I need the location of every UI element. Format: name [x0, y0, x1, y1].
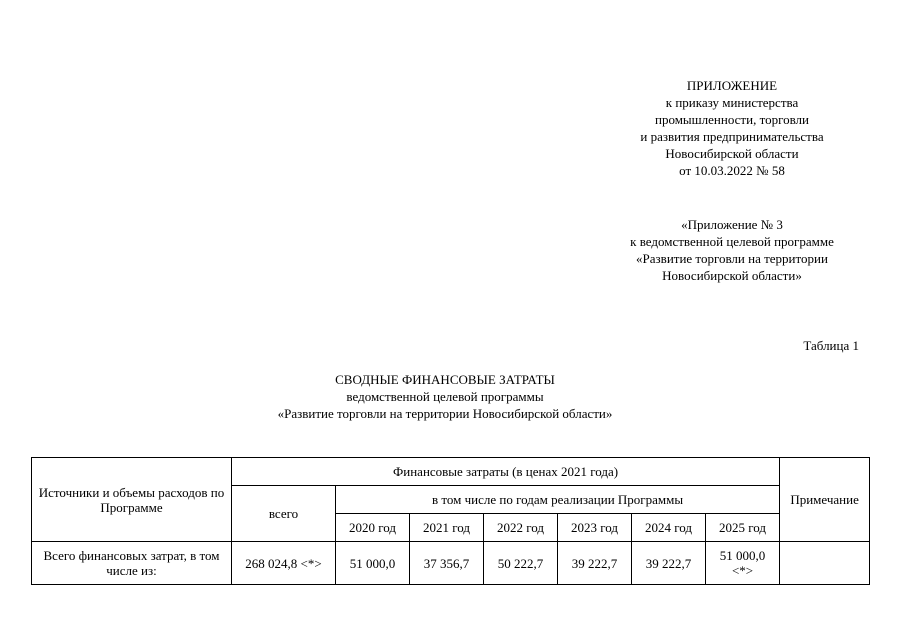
- header-by-year: в том числе по годам реализации Программы: [336, 486, 780, 514]
- table-row: [32, 542, 870, 585]
- program-appendix-reference: [597, 216, 867, 284]
- subtitle-line: ведомственной целевой программы: [346, 389, 544, 404]
- header-year: 2021 год: [410, 514, 484, 542]
- row-value: 50 222,7: [484, 542, 558, 585]
- row-value: 51 000,0 <*>: [706, 542, 780, 585]
- appendix-header-line: к приказу министерства: [665, 95, 799, 110]
- header-year: 2024 год: [632, 514, 706, 542]
- row-value: 37 356,7: [410, 542, 484, 585]
- document-title: [195, 371, 695, 422]
- appendix-header-line: Новосибирской области: [665, 146, 799, 161]
- header-year: 2020 год: [336, 514, 410, 542]
- appendix-header-line: и развития предпринимательства: [640, 129, 824, 144]
- table-label: Таблица 1: [803, 338, 859, 353]
- program-appendix-line: к ведомственной целевой программе: [630, 234, 834, 249]
- appendix-header-line: промышленности, торговли: [654, 112, 809, 127]
- header-year: 2022 год: [484, 514, 558, 542]
- row-label: Всего финансовых затрат, в том числе из:: [32, 542, 232, 585]
- financial-costs-table: [31, 457, 870, 585]
- title-line: СВОДНЫЕ ФИНАНСОВЫЕ ЗАТРАТЫ: [335, 372, 555, 387]
- header-note: Примечание: [780, 458, 870, 542]
- header-sources: Источники и объемы расходов по Программе: [32, 458, 232, 542]
- program-appendix-line: Новосибирской области»: [662, 268, 802, 283]
- row-note: [780, 542, 870, 585]
- order-date-number: от 10.03.2022 № 58: [679, 163, 785, 178]
- row-total: 268 024,8 <*>: [232, 542, 336, 585]
- appendix-header-line: ПРИЛОЖЕНИЕ: [686, 78, 778, 93]
- program-name-line: «Развитие торговли на территории Новосибирской области»: [277, 406, 613, 421]
- appendix-header: [597, 77, 867, 179]
- header-financial-costs: Финансовые затраты (в ценах 2021 года): [232, 458, 780, 486]
- program-appendix-line: «Развитие торговли на территории: [636, 251, 828, 266]
- row-value: 39 222,7: [558, 542, 632, 585]
- program-appendix-line: «Приложение № 3: [681, 217, 783, 232]
- header-year: 2023 год: [558, 514, 632, 542]
- header-year: 2025 год: [706, 514, 780, 542]
- row-value: 51 000,0: [336, 542, 410, 585]
- row-value: 39 222,7: [632, 542, 706, 585]
- header-total: всего: [232, 486, 336, 542]
